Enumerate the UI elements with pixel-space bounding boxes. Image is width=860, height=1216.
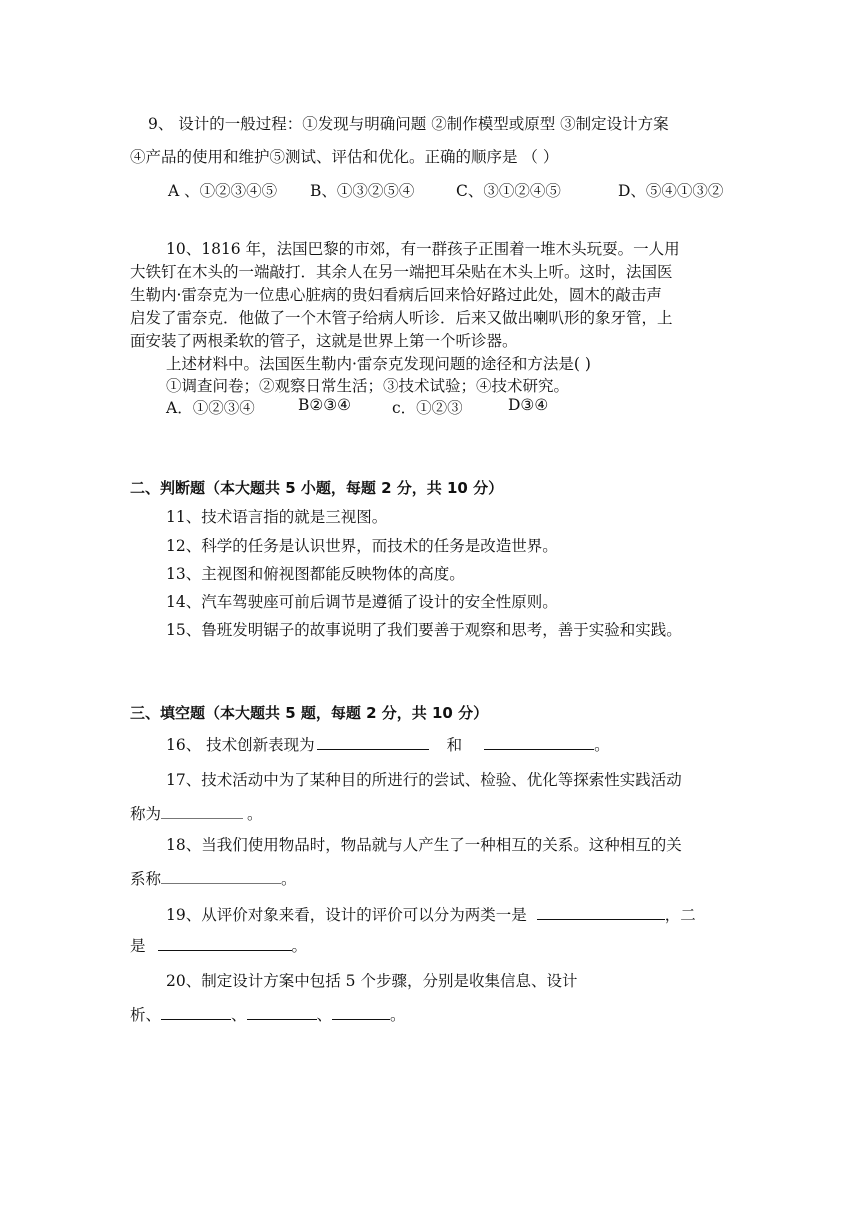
judge-item-12: 12、科学的任务是认识世界，而技术的任务是改造世界。 <box>166 537 558 555</box>
q10-line2: 大铁钉在木头的一端敲打．其余人在另一端把耳朵贴在木头上听。这时，法国医 <box>130 263 673 281</box>
q17-blank[interactable] <box>161 804 243 819</box>
q16-line <box>166 733 610 755</box>
q20-blank-3[interactable] <box>332 1005 390 1020</box>
q10-option-c: c．①②③ <box>392 399 463 417</box>
q10-choices: ①调查问卷；②观察日常生活；③技术试验；④技术研究。 <box>166 377 570 395</box>
q19-line2-text: 是 <box>130 937 146 955</box>
q10-option-b: B②③④ <box>298 396 352 414</box>
q20-blank-2[interactable] <box>247 1005 317 1020</box>
q19-second: ，二 <box>664 906 696 924</box>
section2-title: 二、判断题（本大题共 5 小题，每题 2 分，共 10 分） <box>130 479 504 497</box>
q16-and: 和 <box>446 736 463 754</box>
q16-blank-2[interactable] <box>484 735 594 750</box>
q9-option-a: A 、①②③④⑤ <box>168 182 278 200</box>
q10-option-d: D③④ <box>508 396 549 414</box>
q17-period: 。 <box>247 805 263 823</box>
q16-period: 。 <box>594 736 610 754</box>
q19-text: 19、从评价对象来看，设计的评价可以分为两类一是 <box>166 906 527 924</box>
q20-line1: 20、制定设计方案中包括 5 个步骤，分别是收集信息、设计 <box>166 972 578 990</box>
q18-period: 。 <box>281 870 297 888</box>
q18-blank[interactable] <box>161 869 281 884</box>
q10-line3: 生勒内·雷奈克为一位患心脏病的贵妇看病后回来恰好路过此处，圆木的敲击声 <box>130 286 662 304</box>
q19-line1 <box>166 903 696 925</box>
q10-line1: 10、1816 年，法国巴黎的市郊，有一群孩子正围着一堆木头玩耍。一人用 <box>166 240 680 258</box>
q20-sep-2: 、 <box>316 1006 333 1024</box>
q18-text: 系称 <box>130 870 162 888</box>
q19-blank-2[interactable] <box>158 936 292 951</box>
q10-line4: 启发了雷奈克．他做了一个木管子给病人听诊．后来又做出喇叭形的象牙管，上 <box>130 309 673 327</box>
q9-line1: 9、 设计的一般过程：①发现与明确问题 ②制作模型或原型 ③制定设计方案 <box>148 115 669 133</box>
q10-question: 上述材料中。法国医生勒内·雷奈克发现问题的途径和方法是( ) <box>166 355 591 373</box>
q19-period: 。 <box>291 937 308 955</box>
q19-blank-1[interactable] <box>537 905 665 920</box>
q19-line2 <box>130 934 307 956</box>
q18-line2 <box>130 867 297 889</box>
section3-title: 三、填空题（本大题共 5 题，每题 2 分，共 10 分） <box>130 704 489 722</box>
q17-line2 <box>130 802 263 824</box>
q16-blank-1[interactable] <box>317 735 429 750</box>
q9-line2: ④产品的使用和维护⑤测试、评估和优化。正确的顺序是 （ ） <box>130 148 559 166</box>
q9-option-b: B、①③②⑤④ <box>310 182 415 200</box>
q20-sep-1: 、 <box>231 1006 247 1024</box>
q9-option-d: D、⑤④①③② <box>618 182 724 200</box>
q10-line5: 面安装了两根柔软的管子，这就是世界上第一个听诊器。 <box>130 332 518 350</box>
judge-item-14: 14、汽车驾驶座可前后调节是遵循了设计的安全性原则。 <box>166 593 558 611</box>
q18-line1: 18、当我们使用物品时，物品就与人产生了一种相互的关系。这种相互的关 <box>166 836 682 854</box>
judge-item-15: 15、鲁班发明锯子的故事说明了我们要善于观察和思考，善于实验和实践。 <box>166 621 682 639</box>
q17-line1: 17、技术活动中为了某种目的所进行的尝试、检验、优化等探索性实践活动 <box>166 771 682 789</box>
q20-period: 。 <box>390 1006 406 1024</box>
q9-option-c: C、③①②④⑤ <box>456 182 561 200</box>
q20-blank-1[interactable] <box>161 1005 231 1020</box>
q20-text: 析、 <box>130 1006 162 1024</box>
q10-option-a: A．①②③④ <box>166 399 255 417</box>
q16-text: 16、 技术创新表现为 <box>166 736 315 754</box>
judge-item-13: 13、主视图和俯视图都能反映物体的高度。 <box>166 565 465 583</box>
q20-line2 <box>130 1003 406 1025</box>
q17-text: 称为 <box>130 805 162 823</box>
judge-item-11: 11、技术语言指的就是三视图。 <box>166 508 388 526</box>
